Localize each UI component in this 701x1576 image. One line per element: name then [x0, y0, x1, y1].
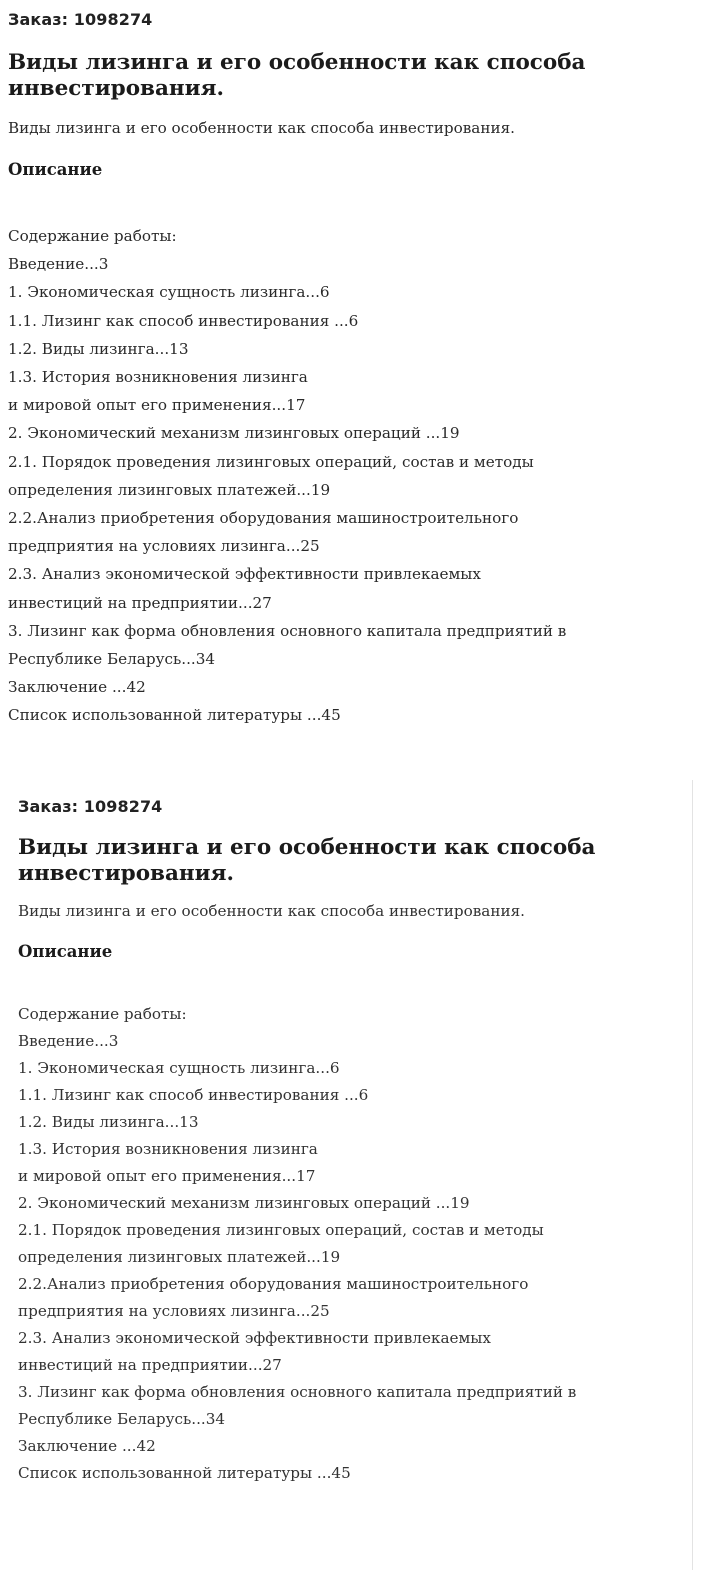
toc-line: Содержание работы:: [18, 1005, 187, 1023]
toc-line: и мировой опыт его применения...17: [8, 396, 306, 415]
table-of-contents: [8, 222, 694, 730]
work-title-line-2: инвестирования.: [8, 76, 224, 101]
toc-line: определения лизинговых платежей...19: [8, 480, 331, 499]
toc-line: определения лизинговых платежей...19: [18, 1248, 341, 1266]
toc-line: предприятия на условиях лизинга...25: [18, 1302, 330, 1320]
toc-line: 1.1. Лизинг как способ инвестирования ...6: [8, 311, 359, 330]
order-number: Заказ: 1098274: [8, 10, 153, 29]
toc-line: Введение...3: [18, 1032, 119, 1050]
toc-line: 2.3. Анализ экономической эффективности привлекаемых: [18, 1329, 491, 1347]
toc-line: Заключение ...42: [18, 1437, 156, 1455]
toc-line: 1.1. Лизинг как способ инвестирования ...6: [18, 1086, 369, 1104]
work-title-line-1: Виды лизинга и его особенности как способа: [18, 835, 596, 860]
toc-line: Введение...3: [8, 255, 109, 274]
toc-line: 1.2. Виды лизинга...13: [8, 339, 189, 358]
table-of-contents: [18, 1001, 701, 1487]
description-heading: Описание: [18, 942, 113, 961]
toc-line: Содержание работы:: [8, 227, 177, 245]
toc-line: инвестиций на предприятии...27: [18, 1356, 282, 1374]
toc-line: 3. Лизинг как форма обновления основного капитала предприятий в: [8, 621, 567, 640]
toc-line: 3. Лизинг как форма обновления основного капитала предприятий в: [18, 1383, 577, 1401]
toc-line: 1.2. Виды лизинга...13: [18, 1113, 199, 1131]
toc-line: 2.2.Анализ приобретения оборудования машиностроительного: [8, 509, 519, 528]
toc-line: 1.3. История возникновения лизинга: [18, 1140, 318, 1158]
toc-line: 1. Экономическая сущность лизинга...6: [18, 1059, 340, 1077]
toc-line: 1. Экономическая сущность лизинга...6: [8, 283, 330, 302]
toc-line: Список использованной литературы ...45: [8, 706, 341, 725]
toc-line: инвестиций на предприятии...27: [8, 593, 272, 612]
toc-line: 2.1. Порядок проведения лизинговых операций, состав и методы: [18, 1221, 544, 1239]
toc-line: 2. Экономический механизм лизинговых операций ...19: [8, 424, 460, 443]
toc-line: и мировой опыт его применения...17: [18, 1167, 316, 1185]
work-title: [8, 50, 688, 102]
toc-line: Республике Беларусь...34: [8, 650, 216, 669]
toc-line: 2.2.Анализ приобретения оборудования машиностроительного: [18, 1275, 529, 1293]
work-title: [18, 835, 698, 887]
toc-line: предприятия на условиях лизинга...25: [8, 537, 320, 556]
work-subtitle: Виды лизинга и его особенности как способа инвестирования.: [18, 902, 525, 920]
toc-line: Республике Беларусь...34: [18, 1410, 226, 1428]
work-title-line-2: инвестирования.: [18, 861, 234, 886]
work-title-line-1: Виды лизинга и его особенности как способа: [8, 50, 586, 75]
toc-line: Список использованной литературы ...45: [18, 1464, 351, 1482]
description-heading: Описание: [8, 160, 103, 179]
toc-line: 1.3. История возникновения лизинга: [8, 368, 308, 387]
toc-line: 2. Экономический механизм лизинговых операций ...19: [18, 1194, 470, 1212]
work-subtitle: Виды лизинга и его особенности как способа инвестирования.: [8, 119, 515, 137]
toc-line: Заключение ...42: [8, 678, 146, 697]
order-number: Заказ: 1098274: [18, 797, 163, 816]
toc-line: 2.3. Анализ экономической эффективности привлекаемых: [8, 565, 481, 584]
toc-line: 2.1. Порядок проведения лизинговых операций, состав и методы: [8, 452, 534, 471]
